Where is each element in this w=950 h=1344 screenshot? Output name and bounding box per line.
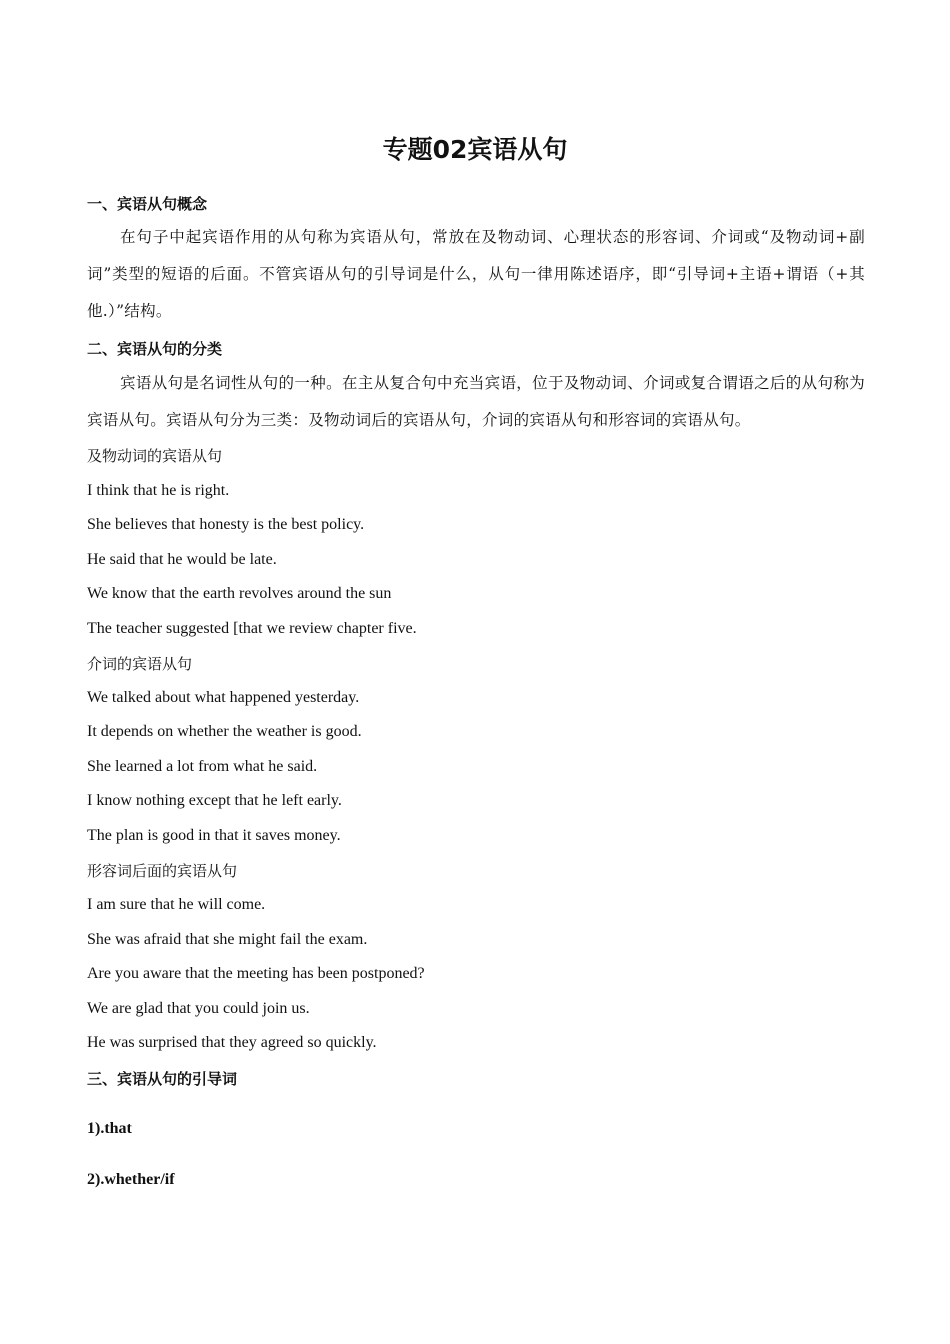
example-sentence: He was surprised that they agreed so quickly. <box>87 1034 377 1051</box>
example-sentence: She believes that honesty is the best policy. <box>87 516 365 533</box>
example-sentence: She learned a lot from what he said. <box>87 758 318 775</box>
example-sentence: We know that the earth revolves around the sun <box>87 585 392 602</box>
concept-paragraph: 在句子中起宾语作用的从句称为宾语从句，常放在及物动词、心理状态的形容词、介词或“及物动词+副词”类型的短语的后面。不管宾语从句的引导词是什么，从句一律用陈述语序，即“引导词+主语+谓语（+其他.）”结构。 <box>87 228 865 320</box>
classification-paragraph: 宾语从句是名词性从句的一种。在主从复合句中充当宾语，位于及物动词、介词或复合谓语之后的从句称为宾语从句。宾语从句分为三类：及物动词后的宾语从句，介词的宾语从句和形容词的宾语从句。 <box>87 374 865 429</box>
example-sentence: We talked about what happened yesterday. <box>87 689 360 706</box>
example-sentence: I think that he is right. <box>87 482 230 499</box>
example-sentence: Are you aware that the meeting has been postponed? <box>87 965 425 982</box>
example-sentence: I am sure that he will come. <box>87 896 266 913</box>
example-sentence: He said that he would be late. <box>87 551 277 568</box>
page-title: 专题02宾语从句 <box>382 135 568 164</box>
example-sentence: The plan is good in that it saves money. <box>87 827 341 844</box>
section-heading-concept: 一、宾语从句概念 <box>87 195 208 213</box>
group-label-preposition: 介词的宾语从句 <box>87 655 193 673</box>
connective-item-that: 1).that <box>87 1120 132 1137</box>
group-label-adjective: 形容词后面的宾语从句 <box>87 862 238 880</box>
section-heading-connectives: 三、宾语从句的引导词 <box>87 1070 238 1088</box>
example-sentence: We are glad that you could join us. <box>87 1000 310 1017</box>
example-sentence: I know nothing except that he left early. <box>87 792 342 809</box>
example-sentence: It depends on whether the weather is good. <box>87 723 362 740</box>
connective-item-whether-if: 2).whether/if <box>87 1171 175 1188</box>
example-sentence: The teacher suggested [that we review chapter five. <box>87 620 417 637</box>
group-label-transitive-verb: 及物动词的宾语从句 <box>87 447 223 465</box>
section-heading-classification: 二、宾语从句的分类 <box>87 340 223 358</box>
example-sentence: She was afraid that she might fail the exam. <box>87 931 368 948</box>
